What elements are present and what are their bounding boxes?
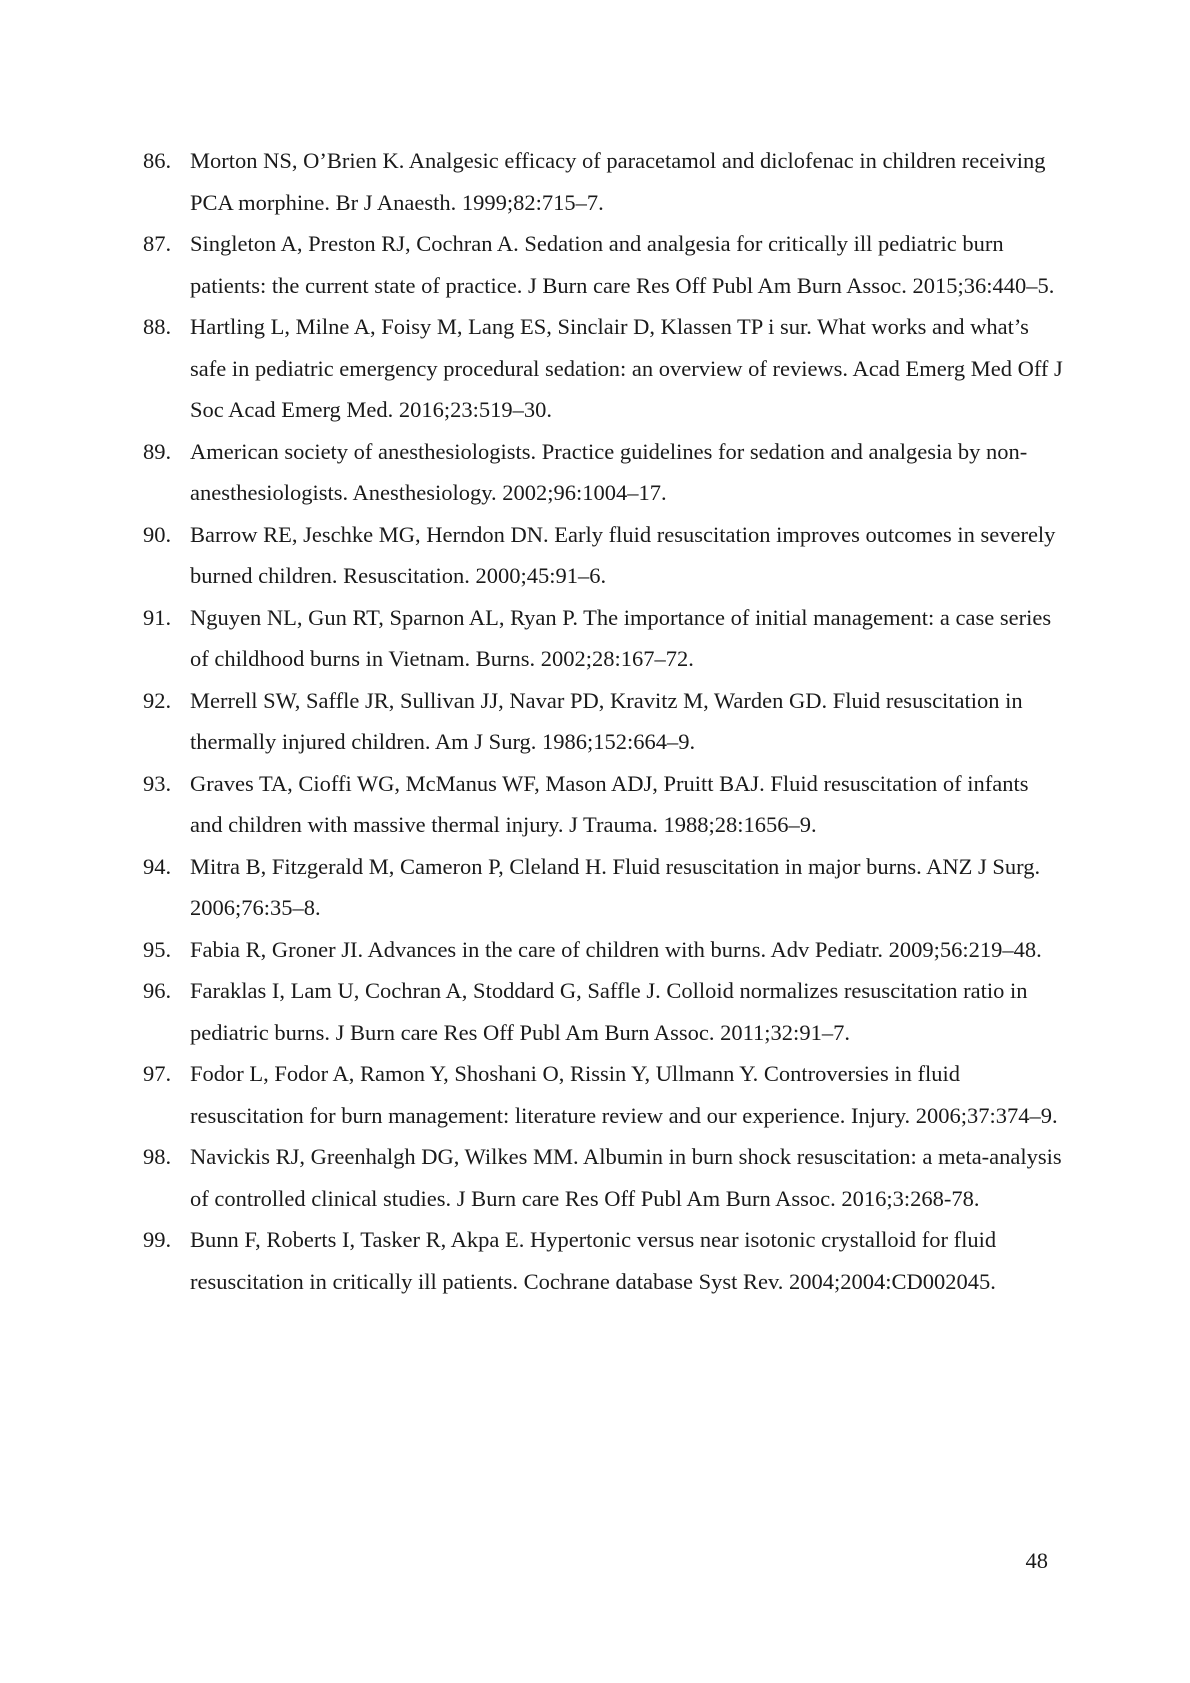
reference-number: 99. bbox=[143, 1227, 172, 1252]
reference-number: 98. bbox=[143, 1144, 172, 1169]
reference-number: 93. bbox=[143, 770, 172, 796]
reference-text: Merrell SW, Saffle JR, Sullivan JJ, Navar PD, Kravitz M, Warden GD. Fluid resuscitation in thermally injured children. Am J Surg. 1986;152:664–9. bbox=[190, 687, 1023, 754]
reference-number: 94. bbox=[143, 853, 172, 879]
reference-item bbox=[143, 846, 1063, 929]
reference-text: Bunn F, Roberts I, Tasker R, Akpa E. Hypertonic versus near isotonic crystalloid for fluid resuscitation in critically ill patients. Cochrane database Syst Rev. 2004;2004:CD002045. bbox=[190, 1227, 997, 1294]
reference-number: 92. bbox=[143, 687, 172, 713]
reference-text: Barrow RE, Jeschke MG, Herndon DN. Early fluid resuscitation improves outcomes in severely burned children. Resuscitation. 2000;45:91–6. bbox=[190, 521, 1056, 588]
page-number: 48 bbox=[1025, 1548, 1048, 1573]
reference-text: Navickis RJ, Greenhalgh DG, Wilkes MM. Albumin in burn shock resuscitation: a meta-analysis of controlled clinical studies. J Burn care Res Off Publ Am Burn Assoc. 2016;3:268-78. bbox=[190, 1144, 1062, 1211]
reference-item bbox=[143, 514, 1063, 597]
reference-text: Hartling L, Milne A, Foisy M, Lang ES, Sinclair D, Klassen TP i sur. What works and what’s safe in pediatric emergency procedural sedation: an overview of reviews. Acad Emerg Med Off J Soc Acad Emerg Med. 2016;23:519–30. bbox=[190, 314, 1063, 422]
reference-text: Nguyen NL, Gun RT, Sparnon AL, Ryan P. The importance of initial management: a case series of childhood burns in Vietnam. Burns. 2002;28:167–72. bbox=[190, 604, 1052, 671]
reference-text: Graves TA, Cioffi WG, McManus WF, Mason ADJ, Pruitt BAJ. Fluid resuscitation of infants and children with massive thermal injury. J Trauma. 1988;28:1656–9. bbox=[190, 770, 1029, 837]
reference-item bbox=[143, 1053, 1063, 1136]
reference-text: Fodor L, Fodor A, Ramon Y, Shoshani O, Rissin Y, Ullmann Y. Controversies in fluid resuscitation for burn management: literature review and our experience. Injury. 2006;37:374–9. bbox=[190, 1061, 1058, 1128]
reference-text: American society of anesthesiologists. Practice guidelines for sedation and analgesia by non-anesthesiologists. Anesthesiology. 2002;96:1004–17. bbox=[190, 438, 1028, 505]
reference-number: 87. bbox=[143, 231, 172, 256]
reference-item bbox=[143, 140, 1063, 223]
reference-item bbox=[143, 680, 1063, 763]
reference-number: 88. bbox=[143, 314, 172, 339]
reference-number: 95. bbox=[143, 936, 172, 962]
reference-number: 89. bbox=[143, 438, 172, 464]
reference-item bbox=[143, 306, 1063, 431]
reference-text: Faraklas I, Lam U, Cochran A, Stoddard G, Saffle J. Colloid normalizes resuscitation ratio in pediatric burns. J Burn care Res Off Publ Am Burn Assoc. 2011;32:91–7. bbox=[190, 978, 1028, 1045]
reference-item bbox=[143, 929, 1063, 971]
reference-item bbox=[143, 763, 1063, 846]
reference-list bbox=[143, 140, 1063, 1302]
reference-item bbox=[143, 1219, 1063, 1302]
reference-item bbox=[143, 431, 1063, 514]
reference-item bbox=[143, 597, 1063, 680]
reference-number: 97. bbox=[143, 1061, 172, 1086]
reference-text: Fabia R, Groner JI. Advances in the care of children with burns. Adv Pediatr. 2009;56:219–48. bbox=[190, 936, 1042, 962]
reference-text: Singleton A, Preston RJ, Cochran A. Sedation and analgesia for critically ill pediatric burn patients: the current state of practice. J Burn care Res Off Publ Am Burn Assoc. 2015;36:440–5. bbox=[190, 231, 1055, 298]
reference-number: 86. bbox=[143, 148, 172, 173]
reference-item bbox=[143, 223, 1063, 306]
reference-text: Mitra B, Fitzgerald M, Cameron P, Cleland H. Fluid resuscitation in major burns. ANZ J Surg. 2006;76:35–8. bbox=[190, 853, 1041, 920]
reference-item bbox=[143, 970, 1063, 1053]
reference-number: 91. bbox=[143, 604, 172, 630]
reference-number: 90. bbox=[143, 521, 172, 547]
reference-text: Morton NS, O’Brien K. Analgesic efficacy of paracetamol and diclofenac in children receiving PCA morphine. Br J Anaesth. 1999;82:715–7. bbox=[190, 148, 1046, 215]
reference-number: 96. bbox=[143, 978, 172, 1003]
reference-item bbox=[143, 1136, 1063, 1219]
